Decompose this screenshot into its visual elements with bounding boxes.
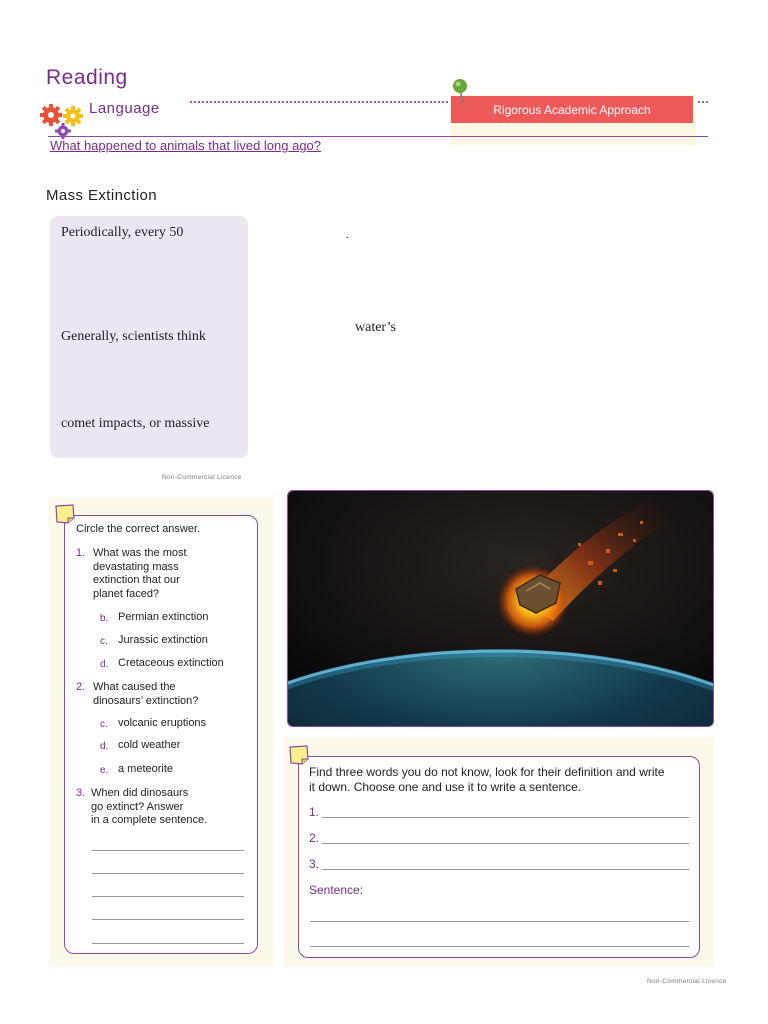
article-title: Mass Extinction [46, 187, 158, 204]
option-letter: d. [100, 741, 109, 752]
option-jurassic[interactable]: Jurassic extinction [118, 634, 208, 646]
meteor-illustration [288, 491, 714, 727]
option-cold-weather[interactable]: cold weather [118, 739, 181, 751]
option-letter: c. [100, 719, 108, 730]
pushpin-icon [451, 78, 469, 104]
vocab-line-1[interactable] [322, 817, 689, 818]
answer-line[interactable] [92, 873, 244, 874]
answer-line[interactable] [92, 850, 244, 851]
approach-banner: Rigorous Academic Approach [451, 96, 693, 123]
question-3 [91, 787, 207, 828]
option-volcanic[interactable]: volcanic eruptions [118, 717, 207, 729]
question-3-line: go extinct? Answer [91, 800, 184, 813]
vocab-item-3-number: 3. [309, 857, 320, 871]
paragraph-3: comet impacts, or massive [61, 416, 210, 431]
vocab-instruction [309, 765, 665, 795]
stray-mark: . [346, 230, 349, 241]
meteor-image [287, 490, 714, 727]
gears-icon [40, 103, 86, 139]
option-letter: b. [100, 613, 109, 624]
answer-line[interactable] [92, 943, 244, 944]
vocab-item-2-number: 2. [309, 831, 320, 845]
footer-licence: Non-Commercial Licence [647, 978, 727, 985]
question-1-line: planet faced? [93, 587, 160, 600]
subject-title: Reading [46, 66, 128, 89]
licence-note: Non-Commercial Licence [162, 474, 242, 481]
option-permian[interactable]: Permian extinction [118, 611, 209, 623]
paragraph-1: Periodically, every 50 [61, 225, 184, 240]
stray-word: water’s [355, 320, 396, 335]
vocab-instruction-line: Find three words you do not know, look for their definition and write [309, 765, 665, 779]
sentence-line-2[interactable] [310, 946, 689, 947]
guiding-question: What happened to animals that lived long ago? [50, 138, 322, 153]
header-rule [48, 136, 708, 137]
sentence-label: Sentence: [309, 883, 364, 897]
option-letter: d. [100, 659, 109, 670]
question-2-line: dinosaurs’ extinction? [93, 694, 199, 707]
vocab-line-3[interactable] [322, 869, 689, 870]
question-1-line: What was the most [93, 547, 187, 559]
question-1 [93, 547, 187, 601]
vocab-item-1-number: 1. [309, 805, 320, 819]
quiz-instruction: Circle the correct answer. [76, 523, 201, 535]
sticky-note-icon [288, 744, 310, 766]
question-3-line: in a complete sentence. [91, 814, 208, 826]
question-2-number: 2. [76, 681, 86, 693]
question-2-line: What caused the [93, 681, 176, 693]
section-title: Language [89, 100, 160, 117]
paragraph-2: Generally, scientists think [61, 329, 206, 344]
question-1-line: devastating mass [93, 560, 179, 573]
question-1-number: 1. [76, 547, 86, 559]
question-3-number: 3. [76, 787, 86, 799]
option-letter: c. [100, 636, 108, 647]
question-2 [93, 681, 198, 708]
option-cretaceous[interactable]: Cretaceous extinction [118, 657, 224, 669]
vocab-line-2[interactable] [322, 843, 689, 844]
answer-line[interactable] [92, 919, 244, 920]
sticky-note-icon [54, 503, 76, 525]
vocab-instruction-line: it down. Choose one and use it to write a sentence. [309, 780, 582, 794]
option-letter: e. [100, 765, 109, 776]
sentence-line-1[interactable] [310, 921, 689, 922]
option-meteorite[interactable]: a meteorite [118, 763, 174, 775]
question-3-line: When did dinosaurs [91, 787, 189, 799]
question-1-line: extinction that our [93, 574, 180, 586]
answer-line[interactable] [92, 896, 244, 897]
